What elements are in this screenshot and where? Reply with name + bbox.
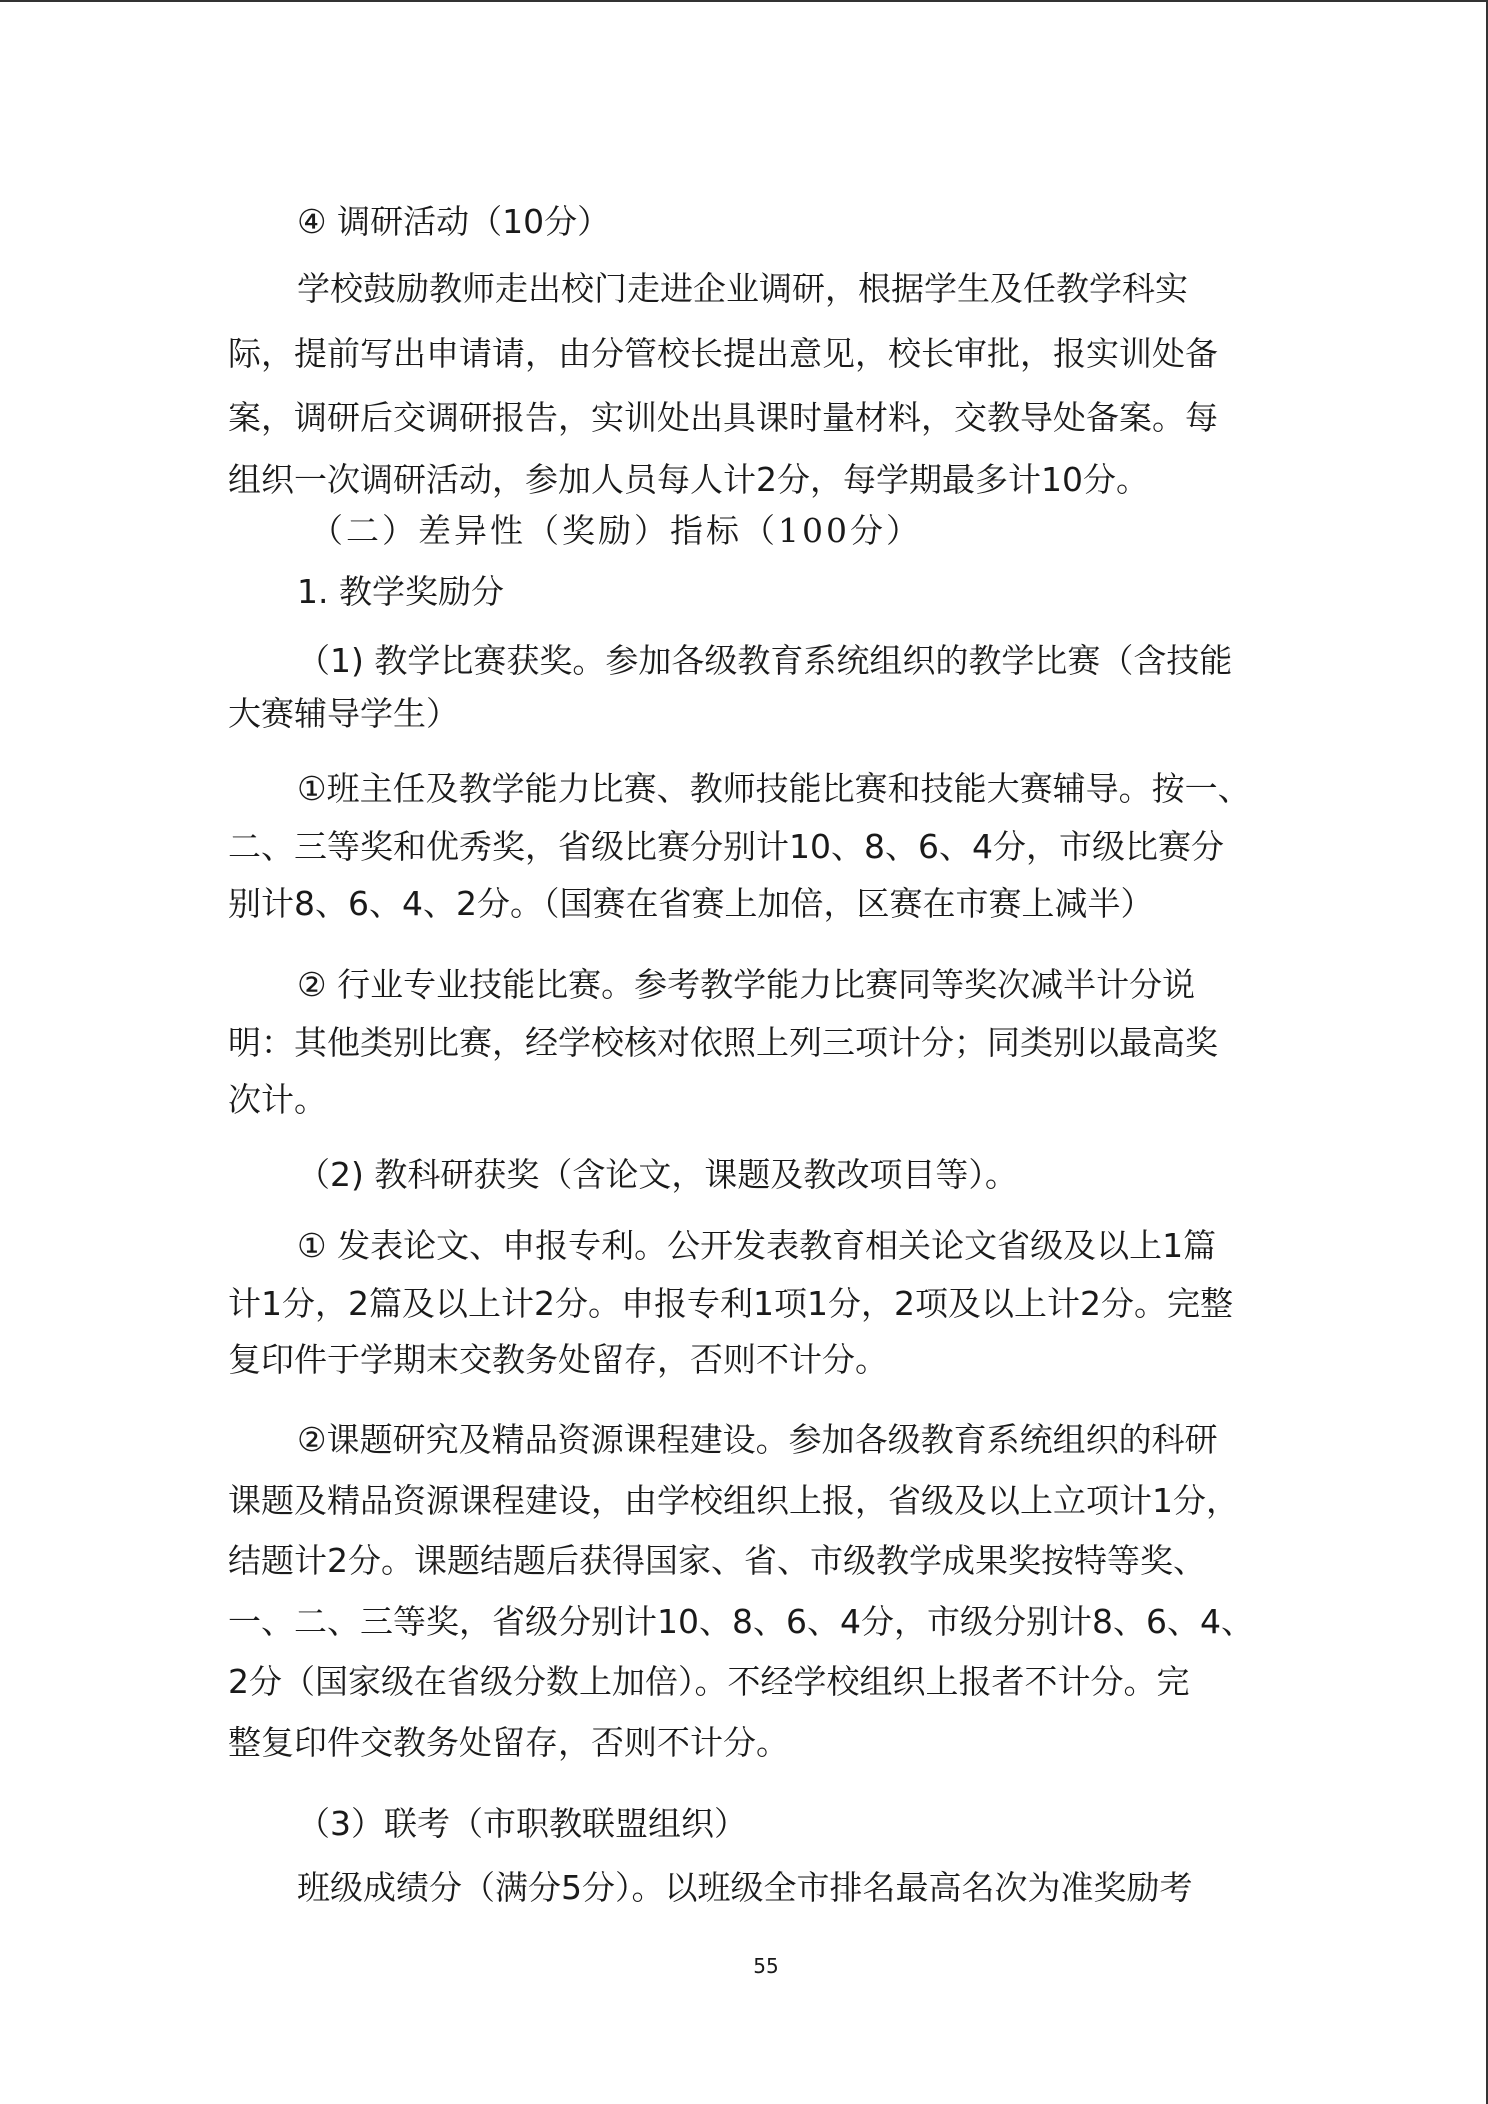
paragraph-line: ①班主任及教学能力比赛、教师技能比赛和技能大赛辅导。按一、 [297, 769, 1251, 808]
subsection-heading-research: ④ 调研活动（10分） [297, 202, 611, 241]
heading-teaching-reward: 1. 教学奖励分 [297, 572, 504, 611]
paragraph-line: 大赛辅导学生） [228, 694, 459, 733]
paragraph-line: 复印件于学期末交教务处留存，否则不计分。 [228, 1340, 888, 1379]
paragraph-line: 结题计2分。课题结题后获得国家、省、市级教学成果奖按特等奖、 [228, 1541, 1206, 1580]
paragraph-line: 计1分，2篇及以上计2分。申报专利1项1分，2项及以上计2分。完整 [228, 1284, 1233, 1323]
paragraph-line: ② 行业专业技能比赛。参考教学能力比赛同等奖次减半计分说 [297, 965, 1196, 1004]
paragraph-line: ① 发表论文、申报专利。公开发表教育相关论文省级及以上1篇 [297, 1226, 1217, 1265]
paragraph-line: 一、二、三等奖，省级分别计10、8、6、4分，市级分别计8、6、4、 [228, 1602, 1254, 1641]
page-number: 55 [753, 1954, 779, 1978]
paragraph-line: 课题及精品资源课程建设，由学校组织上报，省级及以上立项计1分， [228, 1481, 1239, 1520]
paragraph-line: 二、三等奖和优秀奖，省级比赛分别计10、8、6、4分，市级比赛分 [228, 827, 1224, 866]
paragraph-line: 班级成绩分（满分5分）。以班级全市排名最高名次为准奖励考 [297, 1868, 1193, 1907]
section-heading-differential: （二）差异性（奖励）指标（100分） [310, 511, 922, 550]
paragraph-line: 学校鼓励教师走出校门走进企业调研，根据学生及任教学科实 [297, 269, 1188, 308]
paragraph-line: （3）联考（市职教联盟组织） [297, 1804, 747, 1843]
paragraph-line: ②课题研究及精品资源课程建设。参加各级教育系统组织的科研 [297, 1420, 1218, 1459]
paragraph-line: 整复印件交教务处留存，否则不计分。 [228, 1723, 789, 1762]
paragraph-line: （1) 教学比赛获奖。参加各级教育系统组织的教学比赛（含技能 [297, 641, 1233, 680]
paragraph-line: （2) 教科研获奖（含论文，课题及教改项目等）。 [297, 1155, 1018, 1194]
paragraph-line: 组织一次调研活动，参加人员每人计2分，每学期最多计10分。 [228, 460, 1149, 499]
paragraph-line: 案，调研后交调研报告，实训处出具课时量材料，交教导处备案。每 [228, 398, 1218, 437]
paragraph-line: 次计。 [228, 1080, 327, 1119]
paragraph-line: 2分（国家级在省级分数上加倍）。不经学校组织上报者不计分。完 [228, 1662, 1190, 1701]
paragraph-line: 别计8、6、4、2分。（国赛在省赛上加倍，区赛在市赛上减半） [228, 884, 1154, 923]
paragraph-line: 明：其他类别比赛，经学校核对依照上列三项计分；同类别以最高奖 [228, 1023, 1218, 1062]
paragraph-line: 际，提前写出申请请，由分管校长提出意见，校长审批，报实训处备 [228, 334, 1218, 373]
